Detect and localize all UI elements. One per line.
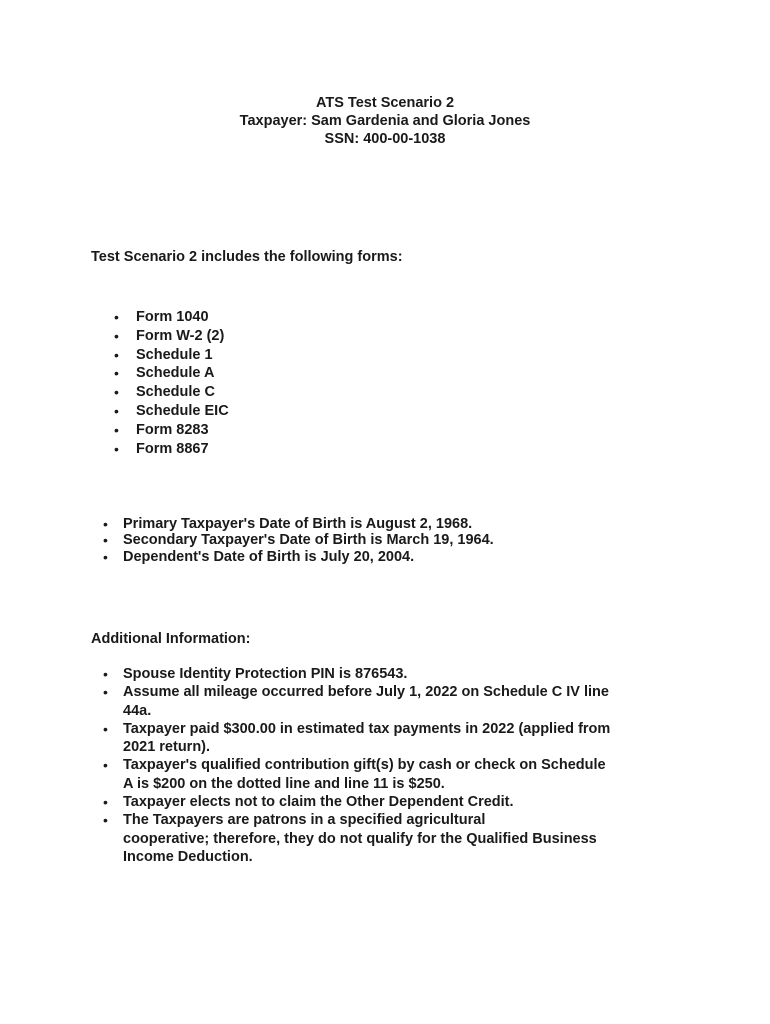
list-item	[123, 720, 643, 757]
forms-list	[136, 308, 229, 458]
list-item: • Form 8283	[136, 421, 229, 440]
list-item: • Secondary Taxpayer's Date of Birth is March 19, 1964.	[123, 532, 643, 548]
list-item: • Primary Taxpayer's Date of Birth is August 2, 1968.	[123, 516, 643, 532]
list-item-line: Income Deduction.	[123, 848, 253, 865]
taxpayer-names: Taxpayer: Sam Gardenia and Gloria Jones	[239, 113, 531, 129]
forms-intro: Test Scenario 2 includes the following forms:	[91, 249, 403, 265]
document-header	[0, 94, 770, 148]
list-item: • Schedule EIC	[136, 402, 229, 421]
list-item-line: cooperative; therefore, they do not qualify for the Qualified Business	[123, 830, 597, 847]
list-item: • Form W-2 (2)	[136, 327, 229, 346]
dates-of-birth-list	[123, 516, 643, 565]
list-item	[123, 756, 643, 793]
list-item-line: • Spouse Identity Protection PIN is 876543.	[123, 666, 408, 682]
list-item-line: • The Taxpayers are patrons in a specified agricultural	[123, 812, 486, 829]
list-item: • Schedule A	[136, 364, 229, 383]
document-title: ATS Test Scenario 2	[315, 95, 455, 111]
list-item-line: • Taxpayer paid $300.00 in estimated tax payments in 2022 (applied from	[123, 720, 611, 737]
list-item: • Schedule C	[136, 383, 229, 402]
list-item	[123, 811, 643, 866]
list-item-line: A is $200 on the dotted line and line 11 is $250.	[123, 775, 445, 792]
list-item-line: 44a.	[123, 702, 152, 719]
list-item	[123, 665, 643, 683]
list-item: • Dependent's Date of Birth is July 20, 2004.	[123, 549, 643, 565]
list-item	[123, 793, 643, 811]
list-item: • Form 1040	[136, 308, 229, 327]
list-item-line: 2021 return).	[123, 739, 211, 756]
list-item-line: • Taxpayer's qualified contribution gift(s) by cash or check on Schedule	[123, 757, 606, 774]
list-item-line: • Assume all mileage occurred before July 1, 2022 on Schedule C IV line	[123, 684, 609, 701]
list-item: • Form 8867	[136, 440, 229, 459]
list-item	[123, 683, 643, 720]
list-item-line: • Taxpayer elects not to claim the Other Dependent Credit.	[123, 794, 514, 811]
additional-info-heading: Additional Information:	[91, 631, 251, 647]
taxpayer-ssn: SSN: 400-00-1038	[324, 131, 446, 147]
list-item: • Schedule 1	[136, 346, 229, 365]
additional-info-list	[123, 665, 643, 866]
